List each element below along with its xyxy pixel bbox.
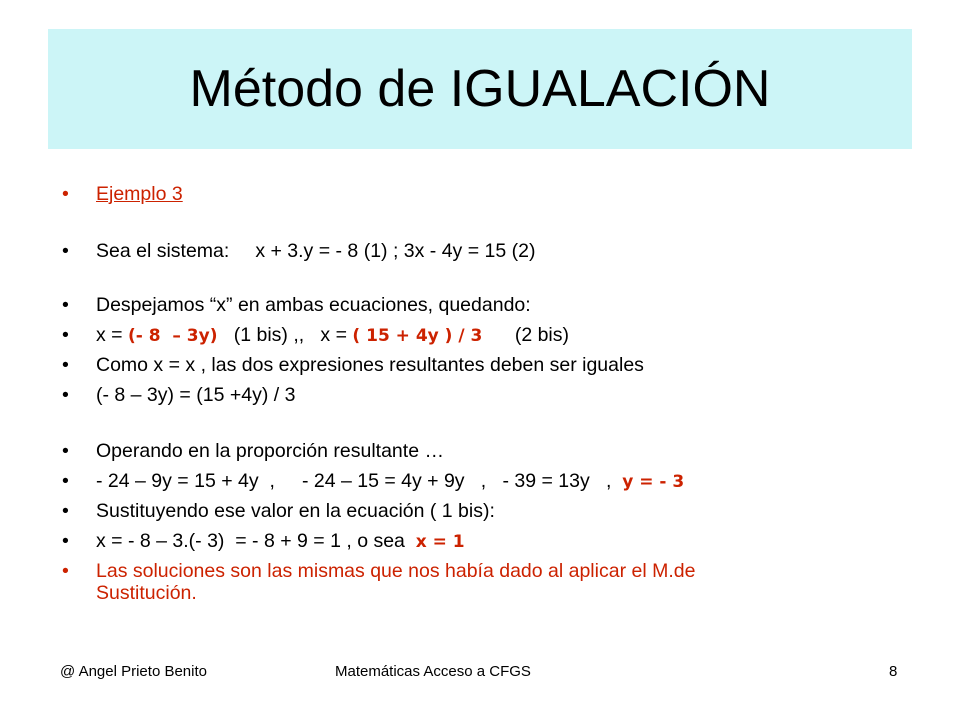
conclusion-line-1: Las soluciones son las mismas que nos había dado al aplicar el M.de: [96, 560, 696, 582]
operando-text: Operando en la proporción resultante …: [96, 440, 444, 462]
slide-title: Método de IGUALACIÓN: [189, 60, 771, 118]
bis-suffix: (2 bis): [482, 324, 570, 346]
bullet-marker: •: [62, 440, 69, 462]
bullet-marker: •: [62, 354, 69, 376]
bis-prefix: x =: [96, 324, 128, 346]
example-link[interactable]: Ejemplo 3: [96, 183, 183, 205]
igualdad-text: (- 8 – 3y) = (15 +4y) / 3: [96, 384, 296, 406]
bullet-marker: •: [62, 183, 69, 205]
x-calc-text: x = - 8 – 3.(- 3) = - 8 + 9 = 1 , o sea: [96, 530, 416, 552]
sustituyendo-text: Sustituyendo ese valor en la ecuación ( 1 bis):: [96, 500, 495, 522]
bullet-marker: •: [62, 560, 69, 582]
bis2-expression: ( 15 + 4y ) / 3: [352, 326, 483, 346]
bullet-marker: •: [62, 470, 69, 492]
despejamos-text: Despejamos “x” en ambas ecuaciones, quedando:: [96, 294, 531, 316]
footer-author: @ Angel Prieto Benito: [60, 663, 207, 680]
bullet-marker: •: [62, 500, 69, 522]
bis-middle: (1 bis) ,, x =: [217, 324, 353, 346]
conclusion-line-2: Sustitución.: [96, 582, 197, 604]
bis1-expression: (- 8 – 3y): [127, 326, 218, 346]
system-label: Sea el sistema:: [96, 240, 230, 262]
bullet-marker: •: [62, 384, 69, 406]
bullet-marker: •: [62, 530, 69, 552]
bullet-marker: •: [62, 294, 69, 316]
como-text: Como x = x , las dos expresiones resultantes deben ser iguales: [96, 354, 644, 376]
x-result: x = 1: [415, 532, 465, 552]
footer-page-number: 8: [889, 663, 898, 680]
bullet-marker: •: [62, 324, 69, 346]
footer-course: Matemáticas Acceso a CFGS: [335, 663, 531, 680]
system-equations: x + 3.y = - 8 (1) ; 3x - 4y = 15 (2): [255, 240, 536, 262]
calculo-text: - 24 – 9y = 15 + 4y , - 24 – 15 = 4y + 9y , - 39 = 13y ,: [96, 470, 623, 492]
bullet-marker: •: [62, 240, 69, 262]
y-result: y = - 3: [622, 472, 685, 492]
